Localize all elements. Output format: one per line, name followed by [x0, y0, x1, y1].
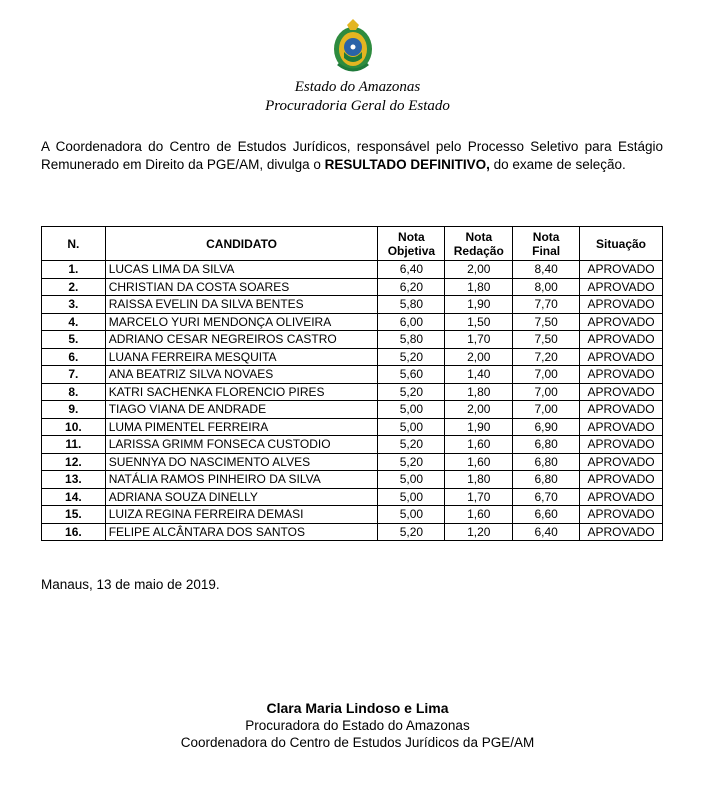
table-row — [42, 383, 663, 401]
row-number: 4. — [42, 313, 106, 331]
candidate-name: MARCELO YURI MENDONÇA OLIVEIRA — [105, 313, 378, 331]
candidate-name: ADRIANA SOUZA DINELLY — [105, 488, 378, 506]
row-number: 13. — [42, 471, 106, 489]
row-number: 10. — [42, 418, 106, 436]
essay-score: 2,00 — [445, 348, 513, 366]
row-number: 7. — [42, 366, 106, 384]
final-score: 7,00 — [513, 401, 580, 419]
intro-text-end: do exame de seleção. — [489, 157, 626, 172]
candidate-name: KATRI SACHENKA FLORENCIO PIRES — [105, 383, 378, 401]
status-value: APROVADO — [580, 278, 663, 296]
final-score: 7,00 — [513, 383, 580, 401]
candidate-name: ADRIANO CESAR NEGREIROS CASTRO — [105, 331, 378, 349]
objective-score: 5,20 — [378, 348, 445, 366]
header-line-state: Estado do Amazonas — [294, 79, 421, 95]
state-coat-of-arms-icon — [330, 18, 376, 74]
row-number: 9. — [42, 401, 106, 419]
status-value: APROVADO — [580, 261, 663, 279]
header-status: Situação — [580, 227, 663, 261]
table-header-row — [42, 227, 663, 261]
candidate-name: RAISSA EVELIN DA SILVA BENTES — [105, 296, 378, 314]
objective-score: 5,00 — [378, 418, 445, 436]
essay-score: 1,80 — [445, 383, 513, 401]
essay-score: 1,90 — [445, 418, 513, 436]
objective-score: 5,20 — [378, 453, 445, 471]
row-number: 1. — [42, 261, 106, 279]
objective-score: 5,80 — [378, 296, 445, 314]
essay-score: 2,00 — [445, 401, 513, 419]
objective-score: 5,20 — [378, 383, 445, 401]
final-score: 8,00 — [513, 278, 580, 296]
row-number: 5. — [42, 331, 106, 349]
objective-score: 5,00 — [378, 506, 445, 524]
final-score: 8,40 — [513, 261, 580, 279]
row-number: 14. — [42, 488, 106, 506]
final-score: 6,80 — [513, 436, 580, 454]
essay-score: 1,90 — [445, 296, 513, 314]
status-value: APROVADO — [580, 296, 663, 314]
header-line-agency: Procuradoria Geral do Estado — [265, 98, 450, 114]
header-essay-score: Nota Redação — [445, 227, 513, 261]
objective-score: 5,20 — [378, 523, 445, 541]
candidate-name: LUCAS LIMA DA SILVA — [105, 261, 378, 279]
table-row — [42, 418, 663, 436]
status-value: APROVADO — [580, 471, 663, 489]
row-number: 6. — [42, 348, 106, 366]
row-number: 16. — [42, 523, 106, 541]
status-value: APROVADO — [580, 348, 663, 366]
candidate-name: NATÁLIA RAMOS PINHEIRO DA SILVA — [105, 471, 378, 489]
intro-text-bold: RESULTADO DEFINITIVO, — [324, 157, 490, 172]
header-final-score: Nota Final — [513, 227, 580, 261]
table-row — [42, 331, 663, 349]
signatory-name: Clara Maria Lindoso e Lima — [266, 700, 449, 716]
final-score: 7,00 — [513, 366, 580, 384]
intro-text-start: A Coordenadora do Centro de Estudos Jurídicos, responsável pelo Processo Seletivo para Estágio Remunerado em Direito da PGE/AM, divulga o — [41, 139, 663, 172]
essay-score: 1,70 — [445, 488, 513, 506]
status-value: APROVADO — [580, 383, 663, 401]
objective-score: 5,20 — [378, 436, 445, 454]
final-score: 7,70 — [513, 296, 580, 314]
status-value: APROVADO — [580, 523, 663, 541]
essay-score: 1,60 — [445, 506, 513, 524]
row-number: 8. — [42, 383, 106, 401]
header-objective-score: Nota Objetiva — [378, 227, 445, 261]
essay-score: 2,00 — [445, 261, 513, 279]
objective-score: 6,40 — [378, 261, 445, 279]
status-value: APROVADO — [580, 313, 663, 331]
table-row — [42, 296, 663, 314]
row-number: 2. — [42, 278, 106, 296]
candidate-name: LUANA FERREIRA MESQUITA — [105, 348, 378, 366]
table-row — [42, 453, 663, 471]
status-value: APROVADO — [580, 418, 663, 436]
table-row — [42, 471, 663, 489]
objective-score: 5,80 — [378, 331, 445, 349]
signatory-role: Procuradora do Estado do Amazonas — [245, 718, 470, 733]
candidate-name: CHRISTIAN DA COSTA SOARES — [105, 278, 378, 296]
candidate-name: SUENNYA DO NASCIMENTO ALVES — [105, 453, 378, 471]
table-row — [42, 401, 663, 419]
row-number: 3. — [42, 296, 106, 314]
objective-score: 5,00 — [378, 488, 445, 506]
table-row — [42, 278, 663, 296]
essay-score: 1,20 — [445, 523, 513, 541]
table-row — [42, 506, 663, 524]
objective-score: 5,00 — [378, 401, 445, 419]
table-row — [42, 366, 663, 384]
final-score: 6,60 — [513, 506, 580, 524]
essay-score: 1,80 — [445, 278, 513, 296]
row-number: 15. — [42, 506, 106, 524]
results-table — [41, 226, 663, 541]
candidate-name: ANA BEATRIZ SILVA NOVAES — [105, 366, 378, 384]
status-value: APROVADO — [580, 453, 663, 471]
essay-score: 1,40 — [445, 366, 513, 384]
document-header — [0, 78, 715, 116]
status-value: APROVADO — [580, 488, 663, 506]
essay-score: 1,50 — [445, 313, 513, 331]
status-value: APROVADO — [580, 401, 663, 419]
table-row — [42, 313, 663, 331]
row-number: 12. — [42, 453, 106, 471]
table-row — [42, 348, 663, 366]
signatory-department: Coordenadora do Centro de Estudos Jurídicos da PGE/AM — [180, 735, 535, 750]
essay-score: 1,60 — [445, 436, 513, 454]
status-value: APROVADO — [580, 506, 663, 524]
final-score: 7,50 — [513, 331, 580, 349]
final-score: 7,50 — [513, 313, 580, 331]
candidate-name: LARISSA GRIMM FONSECA CUSTODIO — [105, 436, 378, 454]
row-number: 11. — [42, 436, 106, 454]
header-number: N. — [42, 227, 106, 261]
objective-score: 5,00 — [378, 471, 445, 489]
candidate-name: LUIZA REGINA FERREIRA DEMASI — [105, 506, 378, 524]
final-score: 6,80 — [513, 471, 580, 489]
intro-paragraph — [41, 138, 663, 174]
essay-score: 1,70 — [445, 331, 513, 349]
final-score: 6,70 — [513, 488, 580, 506]
place-and-date: Manaus, 13 de maio de 2019. — [41, 577, 220, 592]
essay-score: 1,80 — [445, 471, 513, 489]
final-score: 6,40 — [513, 523, 580, 541]
final-score: 6,90 — [513, 418, 580, 436]
table-row — [42, 523, 663, 541]
table-row — [42, 436, 663, 454]
status-value: APROVADO — [580, 331, 663, 349]
table-row — [42, 488, 663, 506]
signature-block — [0, 700, 715, 751]
objective-score: 5,60 — [378, 366, 445, 384]
header-candidate: CANDIDATO — [105, 227, 378, 261]
table-row — [42, 261, 663, 279]
objective-score: 6,00 — [378, 313, 445, 331]
final-score: 7,20 — [513, 348, 580, 366]
candidate-name: LUMA PIMENTEL FERREIRA — [105, 418, 378, 436]
essay-score: 1,60 — [445, 453, 513, 471]
final-score: 6,80 — [513, 453, 580, 471]
status-value: APROVADO — [580, 436, 663, 454]
candidate-name: FELIPE ALCÂNTARA DOS SANTOS — [105, 523, 378, 541]
status-value: APROVADO — [580, 366, 663, 384]
candidate-name: TIAGO VIANA DE ANDRADE — [105, 401, 378, 419]
objective-score: 6,20 — [378, 278, 445, 296]
